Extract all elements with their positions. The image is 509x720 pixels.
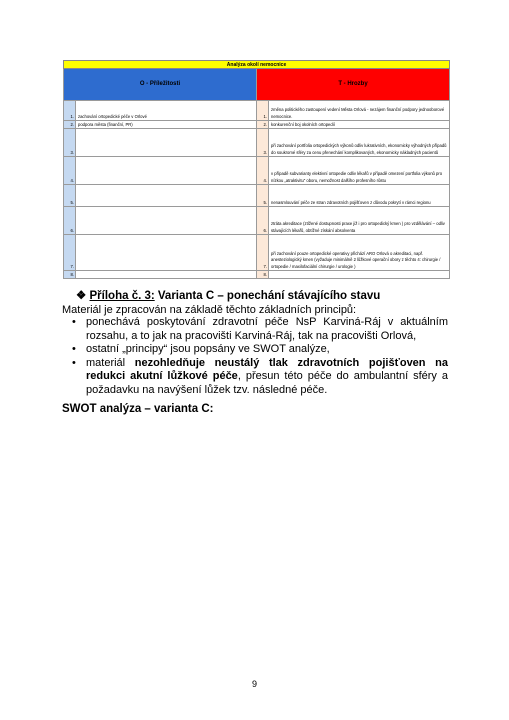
threat-cell: změna politického zastoupení vedení Města Orlová - nezájem finanční podpory jednooborové nemocnice. xyxy=(269,101,450,121)
opportunity-cell xyxy=(76,271,257,279)
row-number: 6. xyxy=(257,207,269,235)
threat-cell: v případě subvarianty elektivní ortopedie odliv lékařů v případě omezení portfolia výkonů pro nízkou „atraktivitu“ oboru, nemožnost dalšího profesního růstu xyxy=(269,157,450,185)
list-item: • ostatní „principy“ jsou popsány ve SWOT analýze, xyxy=(62,343,448,357)
opportunity-cell xyxy=(76,185,257,207)
row-number: 7. xyxy=(257,235,269,271)
table-row xyxy=(64,157,450,185)
diamond-bullet-icon: ❖ xyxy=(76,290,90,302)
row-number: 3. xyxy=(257,129,269,157)
row-number: 4. xyxy=(257,157,269,185)
table-title: Analýza okolí nemocnice xyxy=(64,61,450,69)
table-row xyxy=(64,271,450,279)
row-number: 6. xyxy=(64,207,76,235)
row-number: 3. xyxy=(64,129,76,157)
row-number: 4. xyxy=(64,157,76,185)
threats-header: T - Hrozby xyxy=(257,69,450,101)
opportunity-cell xyxy=(76,157,257,185)
opportunities-header: O - Příležitosti xyxy=(64,69,257,101)
table-row xyxy=(64,101,450,121)
row-number: 1. xyxy=(257,101,269,121)
opportunity-cell: zachování ortopedické péče v Orlové xyxy=(76,101,257,121)
row-number: 8. xyxy=(64,271,76,279)
annex-title: Varianta C – ponechání stávajícího stavu xyxy=(154,290,381,302)
threat-cell xyxy=(269,271,450,279)
threat-cell: nenasmlouvání péče ze stran zdravotních pojišťoven z důvodu pokrytí v rámci regionu xyxy=(269,185,450,207)
threat-cell: konkurenční boj okolních ortopedií xyxy=(269,121,450,129)
table-row xyxy=(64,207,450,235)
row-number: 2. xyxy=(64,121,76,129)
row-number: 2. xyxy=(257,121,269,129)
opportunity-cell xyxy=(76,235,257,271)
table-row xyxy=(64,129,450,157)
table-row xyxy=(64,121,450,129)
swot-heading: SWOT analýza – varianta C: xyxy=(62,403,214,415)
list-item: • materiál nezohledňuje neustálý tlak zdravotních pojišťoven na redukci akutní lůžkové péče, přesun této péče do ambulantní sféry a požadavku na navýšení lůžek tzv. následné péče. xyxy=(62,357,448,398)
row-number: 5. xyxy=(64,185,76,207)
swot-table xyxy=(63,60,450,279)
section-heading xyxy=(76,290,380,304)
threat-cell: při zachování portfolia ortopedických výkonů odliv lukrativních, ekonomicky výhodných případů do soukromé sféry za cenu přenechání komplikovaných, ekonomicky nákladných pacientů xyxy=(269,129,450,157)
threat-cell: ztráta akreditace (ztížené dostupnosti praxe již i pro ortopedický kmen ) pro vzdělávání – odliv stávajících lékařů, obtížné získání absolventa xyxy=(269,207,450,235)
principles-list xyxy=(62,316,448,397)
table-row xyxy=(64,185,450,207)
row-number: 1. xyxy=(64,101,76,121)
threat-cell: při zachování pouze ortopedické operativy přichází ARO Orlová o akreditaci, např. anesteziologický kmen (vyžaduje minimálně 2 lůžkové operační obory z těchto 4: chirurgie / ortopedie / maxilofaciální chirurgie / urologie ) xyxy=(269,235,450,271)
row-number: 7. xyxy=(64,235,76,271)
page-number: 9 xyxy=(251,679,257,689)
table-row xyxy=(64,235,450,271)
opportunity-cell xyxy=(76,207,257,235)
list-item: • ponechává poskytování zdravotní péče NsP Karviná-Ráj v aktuálním rozsahu, a to jak na pracovišti Karviná-Ráj, tak na pracovišti Orlová, xyxy=(62,316,448,343)
opportunity-cell xyxy=(76,129,257,157)
annex-label: Příloha č. 3: xyxy=(89,290,155,302)
row-number: 5. xyxy=(257,185,269,207)
opportunity-cell: podpora města (finanční, PR) xyxy=(76,121,257,129)
row-number: 8. xyxy=(257,271,269,279)
intro-text: Materiál je zpracován na základě těchto základních principů: xyxy=(62,304,357,316)
